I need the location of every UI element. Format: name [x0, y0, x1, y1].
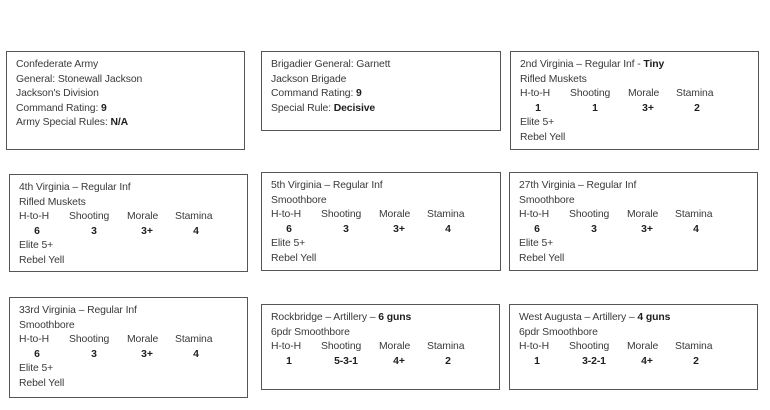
unit-trait: Elite 5+	[520, 117, 555, 129]
unit-stats	[271, 208, 491, 237]
stat-value: 6	[286, 223, 292, 235]
unit-card	[9, 297, 248, 398]
unit-name: 27th Virginia – Regular Inf	[519, 180, 637, 191]
unit-card	[509, 304, 758, 390]
stat-header: Morale	[627, 341, 659, 353]
brigade-name: Jackson Brigade	[271, 73, 347, 85]
unit-weapon: Smoothbore	[271, 194, 327, 206]
unit-weapon: Rifled Muskets	[520, 73, 587, 85]
stat-value: 3+	[393, 223, 405, 235]
command-rating-label: Command Rating:	[271, 88, 357, 100]
stat-value: 2	[694, 102, 700, 114]
command-rating-value: 9	[101, 102, 107, 114]
unit-trait: Rebel Yell	[519, 252, 565, 264]
stat-header: Morale	[628, 88, 660, 100]
stat-value: 3+	[642, 102, 654, 114]
unit-trait: Elite 5+	[19, 240, 54, 252]
unit-stats	[19, 333, 238, 362]
unit-name: 4th Virginia – Regular Inf	[19, 182, 131, 193]
stat-value: 1	[286, 355, 292, 367]
unit-name: 33rd Virginia – Regular Inf	[19, 305, 137, 316]
stat-header: Shooting	[570, 88, 611, 100]
stat-value: 5-3-1	[334, 355, 358, 367]
unit-card	[509, 172, 758, 271]
unit-title	[271, 311, 490, 326]
unit-stats	[520, 87, 749, 116]
special-rules-value: N/A	[110, 117, 129, 129]
army-card	[6, 51, 245, 150]
unit-trait: Rebel Yell	[520, 131, 566, 143]
stat-value: 1	[534, 355, 540, 367]
special-rule-label: Special Rule:	[271, 102, 334, 114]
command-rating-label: Command Rating:	[16, 102, 102, 114]
stat-header: Shooting	[69, 211, 110, 223]
unit-trait: Elite 5+	[271, 238, 306, 250]
brigade-command-rating	[271, 87, 491, 102]
unit-title	[19, 181, 238, 196]
stat-header: H-to-H	[19, 211, 49, 223]
stat-value: 2	[445, 355, 451, 367]
brigade-general: Brigadier General: Garnett	[271, 59, 391, 70]
stat-value: 4	[193, 348, 199, 360]
stat-header: H-to-H	[520, 88, 550, 100]
stat-header: H-to-H	[19, 334, 49, 346]
unit-name: 5th Virginia – Regular Inf	[271, 180, 383, 191]
unit-card	[261, 304, 500, 390]
stat-header: Morale	[379, 209, 411, 221]
stat-header: Shooting	[69, 334, 110, 346]
unit-trait: Rebel Yell	[19, 254, 65, 266]
special-rules-label: Army Special Rules:	[16, 117, 111, 129]
stat-value: 6	[34, 348, 40, 360]
unit-name: West Augusta – Artillery –	[519, 312, 638, 323]
army-command-rating	[16, 102, 235, 117]
unit-stats	[519, 208, 748, 237]
stat-header: Morale	[127, 211, 159, 223]
stat-header: H-to-H	[519, 341, 549, 353]
unit-name: 2nd Virginia – Regular Inf -	[520, 59, 644, 70]
army-title: Confederate Army	[16, 59, 99, 70]
unit-trait: Rebel Yell	[271, 252, 317, 264]
stat-value: 3-2-1	[582, 355, 606, 367]
stat-header: Morale	[627, 209, 659, 221]
unit-weapon: Rifled Muskets	[19, 196, 86, 208]
unit-stats	[19, 210, 238, 239]
stat-value: 3	[91, 348, 97, 360]
command-rating-value: 9	[356, 88, 362, 100]
unit-title	[519, 179, 748, 194]
stat-header: Shooting	[569, 341, 610, 353]
special-rule-value: Decisive	[333, 102, 376, 114]
stat-value: 4+	[641, 355, 653, 367]
stat-header: Stamina	[676, 88, 714, 100]
stat-value: 3+	[141, 225, 153, 237]
stat-value: 3+	[641, 223, 653, 235]
stat-header: Shooting	[321, 341, 362, 353]
unit-weapon: Smoothbore	[19, 319, 75, 331]
stat-header: H-to-H	[271, 209, 301, 221]
stat-header: Morale	[127, 334, 159, 346]
unit-title	[520, 58, 749, 73]
stat-header: Stamina	[427, 209, 465, 221]
stat-header: H-to-H	[271, 341, 301, 353]
unit-size: 6 guns	[378, 312, 412, 323]
stat-value: 3	[343, 223, 349, 235]
unit-trait: Rebel Yell	[19, 377, 65, 389]
army-division: Jackson's Division	[16, 88, 99, 100]
stat-header: Stamina	[175, 334, 213, 346]
unit-trait: Elite 5+	[19, 363, 54, 375]
stat-header: Stamina	[675, 341, 713, 353]
unit-size: 4 guns	[637, 312, 671, 323]
brigade-special-rule	[271, 102, 491, 117]
unit-stats	[519, 340, 748, 369]
stat-value: 3+	[141, 348, 153, 360]
stat-value: 3	[91, 225, 97, 237]
unit-size: Tiny	[643, 59, 665, 70]
unit-trait: Elite 5+	[519, 238, 554, 250]
stat-header: Stamina	[175, 211, 213, 223]
unit-stats	[271, 340, 490, 369]
stat-value: 1	[535, 102, 541, 114]
unit-weapon: 6pdr Smoothbore	[271, 326, 350, 338]
stat-header: H-to-H	[519, 209, 549, 221]
stat-value: 2	[693, 355, 699, 367]
unit-title	[19, 304, 238, 319]
stat-header: Stamina	[427, 341, 465, 353]
stat-value: 4	[693, 223, 699, 235]
army-special-rules	[16, 116, 235, 131]
stat-value: 4	[445, 223, 451, 235]
stat-value: 1	[592, 102, 598, 114]
stat-header: Morale	[379, 341, 411, 353]
unit-weapon: Smoothbore	[519, 194, 575, 206]
unit-name: Rockbridge – Artillery –	[271, 312, 379, 323]
stat-header: Shooting	[321, 209, 362, 221]
stat-header: Shooting	[569, 209, 610, 221]
unit-title	[271, 179, 491, 194]
stat-header: Stamina	[675, 209, 713, 221]
army-general: General: Stonewall Jackson	[16, 73, 143, 85]
stat-value: 3	[591, 223, 597, 235]
unit-card	[510, 51, 759, 150]
unit-weapon: 6pdr Smoothbore	[519, 326, 598, 338]
stat-value: 4+	[393, 355, 405, 367]
unit-card	[261, 172, 501, 271]
stat-value: 6	[534, 223, 540, 235]
brigade-card	[261, 51, 501, 131]
stat-value: 6	[34, 225, 40, 237]
unit-title	[519, 311, 748, 326]
stat-value: 4	[193, 225, 199, 237]
unit-card	[9, 174, 248, 272]
